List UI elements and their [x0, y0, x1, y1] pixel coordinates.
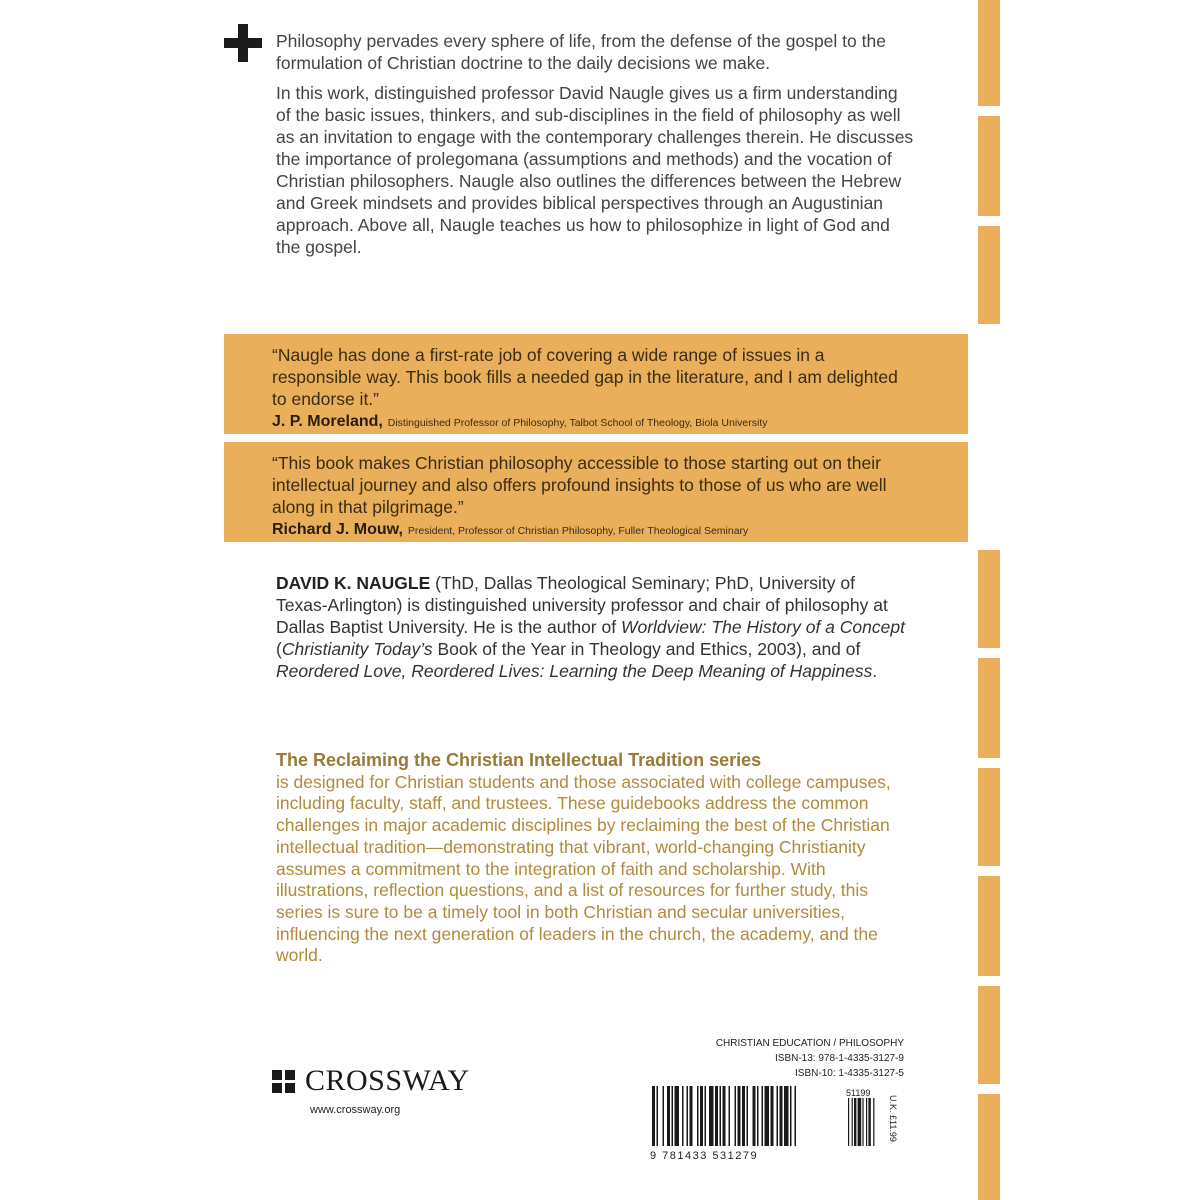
barcode-bar: [729, 1086, 731, 1146]
barcode-bar: [672, 1086, 674, 1146]
endorsement-quote: “Naugle has done a first-rate job of covering a wide range of issues in a responsible way. This book fills a needed gap in the literature, and I am delighted to endorse it.”: [272, 345, 898, 409]
series-body: is designed for Christian students and those associated with college campuses, including faculty, staff, and trustees. These guidebooks address the common challenges in major academic disciplines by reclaiming the best of the Christian intellectual tradition—demonstrating that vibrant, world-changing Christianity assumes a commitment to the integration of faith and scholarship. With illustrations, reflection questions, and a list of resources for further study, this series is sure to be a timely tool in both Christian and secular universities, influencing the next generation of leaders in the church, the academy, and the world.: [276, 771, 891, 966]
barcode-bar: [771, 1086, 774, 1146]
price-side-text: U.K. £11.99: [888, 1095, 898, 1142]
barcode-bar: [715, 1086, 718, 1146]
endorsement-band: [224, 334, 968, 434]
barcode-bar: [709, 1086, 714, 1146]
barcode-bar: [690, 1086, 693, 1146]
edge-tab: [978, 550, 1000, 648]
intro-text: [276, 30, 916, 266]
barcode-bar: [700, 1086, 703, 1146]
series-description: [276, 750, 906, 967]
author-name: DAVID K. NAUGLE: [276, 573, 431, 593]
barcode-bar: [735, 1086, 737, 1146]
crossway-mark-icon: [272, 1070, 295, 1093]
edge-tab: [978, 768, 1000, 866]
barcode-bar: [682, 1086, 684, 1146]
barcode-bar: [663, 1086, 665, 1146]
publisher-name: CROSSWAY: [305, 1064, 470, 1097]
author-bio: [276, 572, 906, 682]
publisher-logo: [272, 1064, 470, 1116]
price-code: 51199: [846, 1088, 871, 1098]
barcode-bar: [873, 1098, 874, 1146]
series-title: The Reclaiming the Christian Intellectual Tradition series: [276, 750, 762, 770]
barcode-digits: 9 781433 531279: [650, 1150, 759, 1162]
endorsement-attribution: [272, 519, 912, 540]
edge-tab: [978, 876, 1000, 976]
barcode-bar: [652, 1086, 655, 1146]
edge-tab: [978, 658, 1000, 758]
magazine-title: Christianity Today’s: [281, 639, 433, 659]
edge-tab: [978, 116, 1000, 216]
barcode-bar: [862, 1098, 863, 1146]
barcode-bar: [675, 1086, 680, 1146]
plus-icon: [224, 24, 262, 62]
barcode-bar: [753, 1086, 756, 1146]
endorsement: [272, 344, 912, 432]
barcode-bar: [657, 1086, 659, 1146]
book-title: Worldview: The History of a Concept: [620, 617, 905, 637]
endorser-title: Distinguished Professor of Philosophy, Talbot School of Theology, Biola University: [387, 417, 768, 429]
price-side: [886, 1095, 900, 1155]
endorser-name: J. P. Moreland,: [272, 413, 383, 430]
barcode-bar: [790, 1086, 792, 1146]
barcode-bar: [667, 1086, 670, 1146]
bio-text: (ThD, Dallas Theological Seminary; PhD, University of Texas-Arlington) is distinguished university professor and chair of philosophy at Dallas Baptist University. He is the author of: [276, 573, 888, 637]
edge-tab: [978, 986, 1000, 1084]
edge-tab: [978, 0, 1000, 106]
barcode-bar: [777, 1086, 779, 1146]
intro-paragraph: Philosophy pervades every sphere of life, from the defense of the gospel to the formulation of Christian doctrine to the daily decisions we make.: [276, 31, 886, 73]
isbn-10: ISBN-10: 1-4335-3127-5: [795, 1068, 904, 1079]
endorsement-band: [224, 442, 968, 542]
barcode-bar: [757, 1086, 759, 1146]
book-title: Reordered Love, Reordered Lives: Learning the Deep Meaning of Happiness: [276, 661, 873, 681]
barcode-bar: [742, 1086, 745, 1146]
endorsement-attribution: [272, 411, 912, 432]
barcode-bar: [795, 1086, 797, 1146]
endorsement: [272, 452, 912, 540]
book-meta: [674, 1036, 904, 1081]
barcode-bar: [765, 1086, 770, 1146]
barcode-bar: [780, 1086, 783, 1146]
endorsement-quote: “This book makes Christian philosophy accessible to those starting out on their intellectual journey and also offers profound insights to those of us who are well along in that pilgrimage.”: [272, 453, 887, 517]
intro-paragraph: In this work, distinguished professor David Naugle gives us a firm understanding of the basic issues, thinkers, and sub-disciplines in the field of philosophy as well as an invitation to engage with the contemporary challenges therein. He discusses the importance of prolegomana (assumptions and methods) and the vocation of Christian philosophers. Naugle also outlines the differences between the Hebrew and Greek mindsets and provides biblical perspectives through an Augustinian approach. Above all, Naugle teaches us how to philosophize in light of God and the gospel.: [276, 83, 914, 257]
barcode-bar: [705, 1086, 707, 1146]
bio-text: Book of the Year in Theology and Ethics, 2003), and of: [432, 639, 861, 659]
publisher-url: www.crossway.org: [310, 1104, 401, 1116]
barcode-bar: [738, 1086, 741, 1146]
barcode-bar: [852, 1098, 853, 1146]
edge-tab: [978, 226, 1000, 324]
barcode-bar: [723, 1086, 726, 1146]
bio-text: (: [276, 639, 282, 659]
barcode-bar: [866, 1098, 867, 1146]
barcode-bar: [858, 1098, 862, 1146]
isbn-13: ISBN-13: 978-1-4335-3127-9: [775, 1053, 904, 1064]
barcode-bar: [697, 1086, 699, 1146]
barcode-bar: [720, 1086, 722, 1146]
endorser-name: Richard J. Mouw,: [272, 521, 403, 538]
barcode-bar: [762, 1086, 764, 1146]
barcode-bar: [848, 1098, 849, 1146]
edge-tab: [978, 1094, 1000, 1200]
bio-text: .: [872, 661, 878, 681]
endorser-title: President, Professor of Christian Philosophy, Fuller Theological Seminary: [407, 525, 749, 537]
barcode-bar: [687, 1086, 689, 1146]
barcode-bar: [747, 1086, 749, 1146]
category: CHRISTIAN EDUCATION / PHILOSOPHY: [715, 1038, 904, 1049]
barcode-bar: [854, 1098, 856, 1146]
barcode-bar: [868, 1098, 870, 1146]
barcode-bar: [784, 1086, 789, 1146]
